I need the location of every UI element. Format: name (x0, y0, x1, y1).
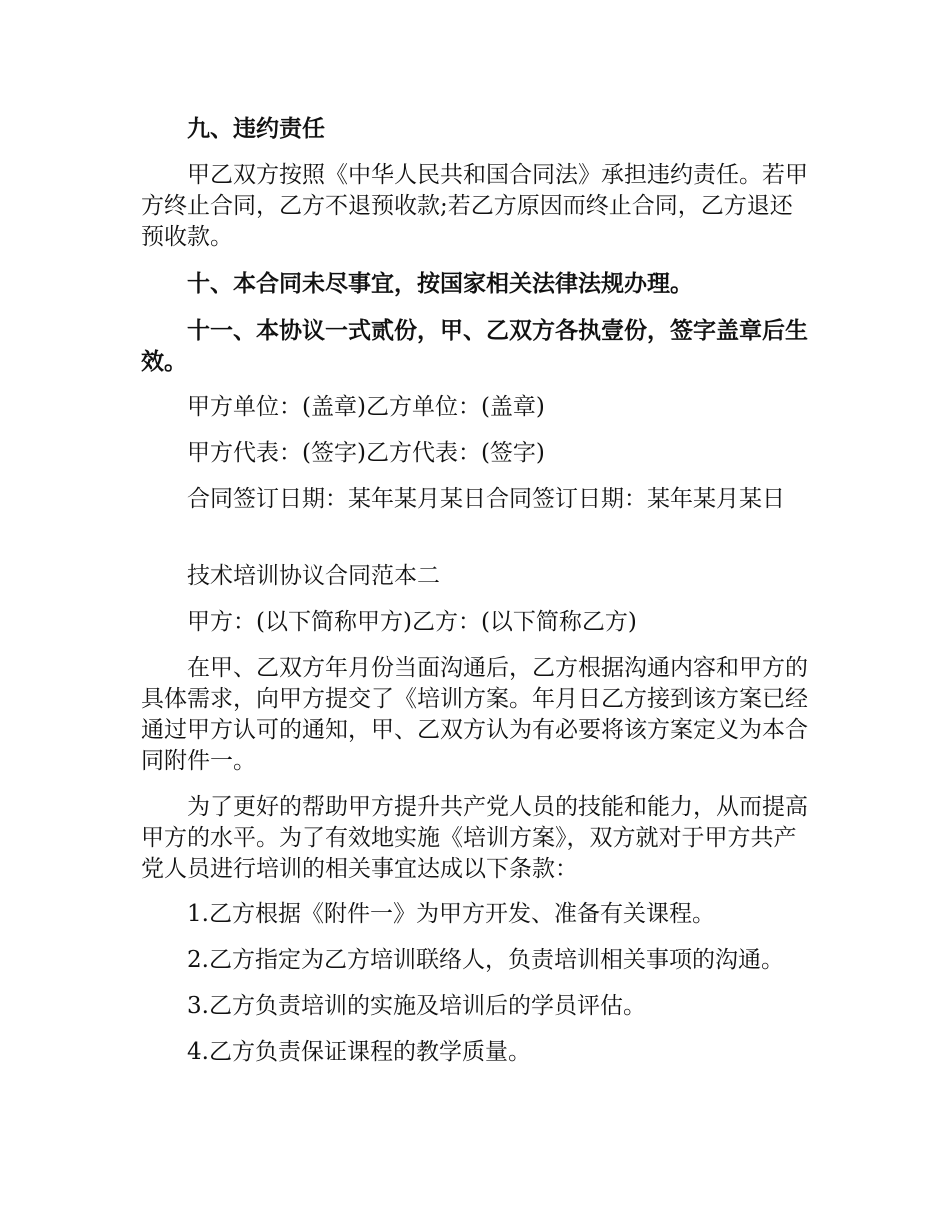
signature-unit-line: 甲方单位：(盖章)乙方单位：(盖章) (187, 394, 545, 420)
list-item: 1.乙方根据《附件一》为甲方开发、准备有关课程。 (187, 901, 715, 927)
intro-paragraph: 在甲、乙双方年月份当面沟通后，乙方根据沟通内容和甲方的具体需求，向甲方提交了《培训方案。年月日乙方接到该方案已经通过甲方认可的通知，甲、乙双方认为有必要将该方案定义为本合同附件一。 (141, 655, 808, 774)
section-9-heading: 九、违约责任 (187, 115, 325, 142)
signing-date-line: 合同签订日期：某年某月某日合同签订日期：某年某月某日 (187, 486, 785, 512)
list-item: 4.乙方负责保证课程的教学质量。 (187, 1039, 531, 1065)
parties-line: 甲方：(以下简称甲方)乙方：(以下简称乙方) (187, 609, 637, 635)
purpose-paragraph: 为了更好的帮助甲方提升共产党人员的技能和能力，从而提高甲方的水平。为了有效地实施《培训方案》，双方就对于甲方共产党人员进行培训的相关事宜达成以下条款： (141, 794, 808, 882)
section-9-body: 甲乙双方按照《中华人民共和国合同法》承担违约责任。若甲方终止合同，乙方不退预收款;若乙方原因而终止合同，乙方退还预收款。 (141, 162, 808, 250)
list-item: 2.乙方指定为乙方培训联络人，负责培训相关事项的沟通。 (187, 947, 784, 973)
signature-representative-line: 甲方代表：(签字)乙方代表：(签字) (187, 440, 545, 466)
section-11: 十一、本协议一式贰份，甲、乙双方各执壹份，签字盖章后生效。 (141, 317, 808, 375)
template-2-title: 技术培训协议合同范本二 (187, 563, 440, 589)
list-item: 3.乙方负责培训的实施及培训后的学员评估。 (187, 993, 646, 1019)
section-10: 十、本合同未尽事宜，按国家相关法律法规办理。 (187, 270, 693, 297)
